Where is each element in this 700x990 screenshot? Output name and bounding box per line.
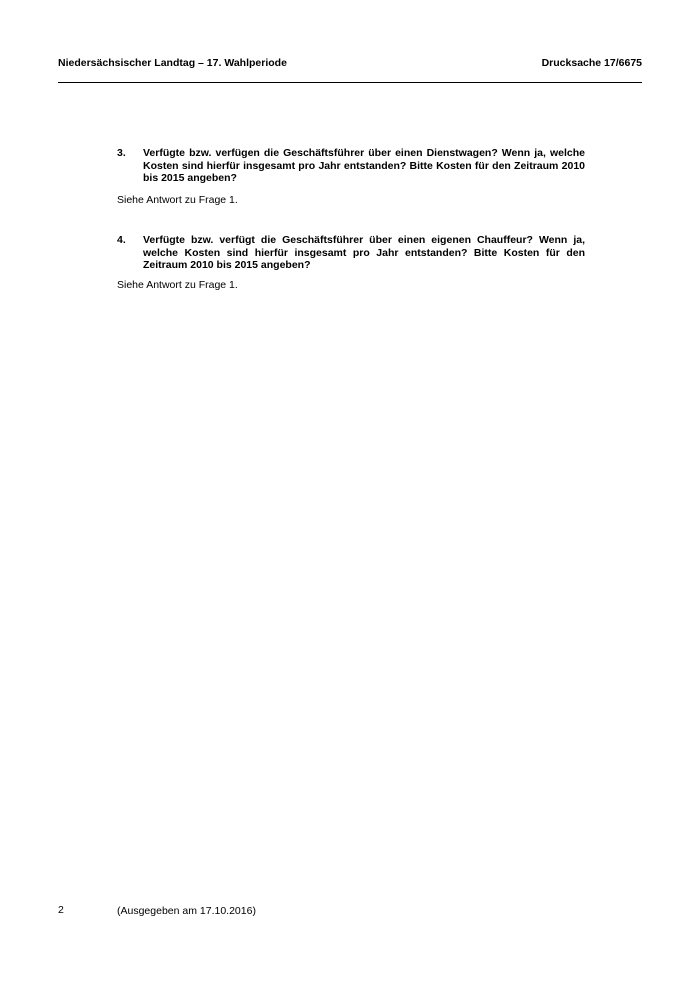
header-publisher: Niedersächsischer Landtag – 17. Wahlperiode [58,57,287,69]
header-rule [58,82,642,83]
question-4 [117,234,585,272]
question-number: 4. [117,234,126,246]
answer-3: Siehe Antwort zu Frage 1. [117,194,238,206]
page-header [58,57,642,69]
question-text: Verfügte bzw. verfügen die Geschäftsführer über einen Dienstwagen? Wenn ja, welche Kosten sind hierfür insgesamt pro Jahr entstanden? Bitte Kosten für den Zeitraum 2010 bis 2015 angeben? [143,147,585,185]
page-number: 2 [58,904,64,916]
question-text: Verfügte bzw. verfügt die Geschäftsführer über einen eigenen Chauffeur? Wenn ja, welche Kosten sind hierfür insgesamt pro Jahr entstanden? Bitte Kosten für den Zeitraum 2010 bis 2015 angeben? [143,234,585,272]
question-number: 3. [117,147,126,159]
issue-date-note: (Ausgegeben am 17.10.2016) [117,905,256,917]
answer-4: Siehe Antwort zu Frage 1. [117,279,238,291]
header-document-number: Drucksache 17/6675 [541,57,642,69]
question-3 [117,147,585,185]
